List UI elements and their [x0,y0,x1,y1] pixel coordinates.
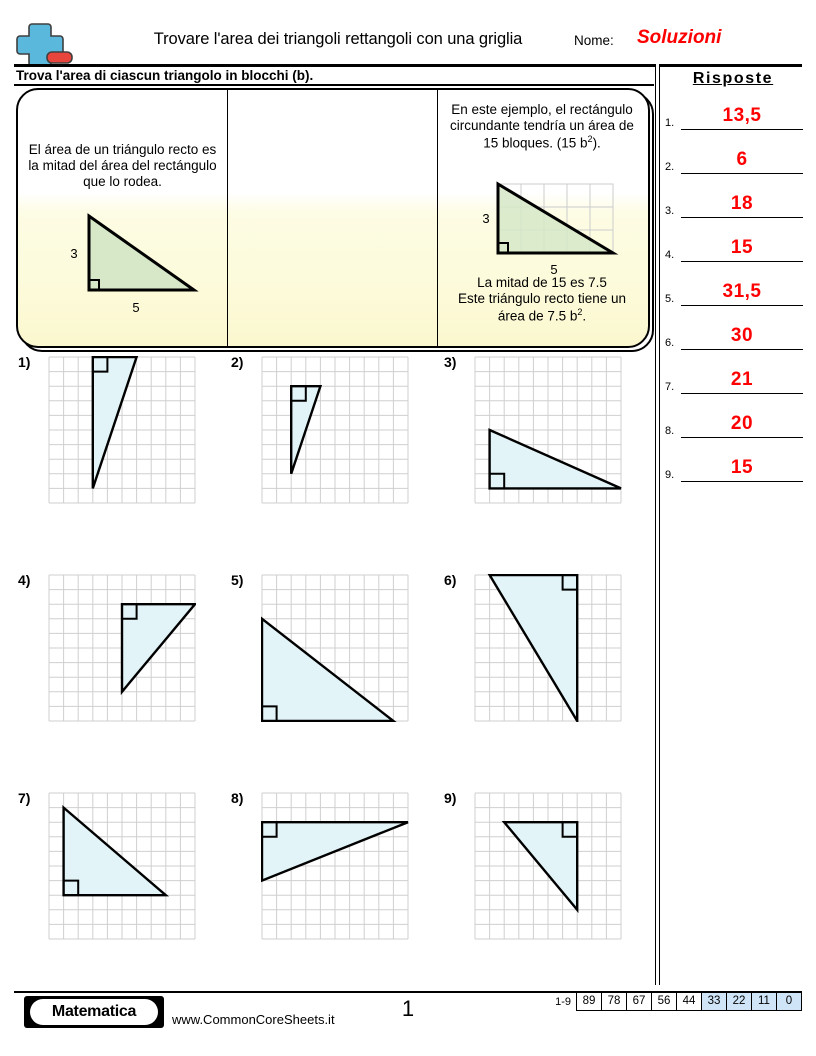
answer-row [663,132,803,176]
grading-scale-cell: 44 [677,993,702,1010]
example-panel-3-text-top-c: ). [592,135,601,151]
instruction-text: Trova l'area di ciascun triangolo in blocchi (b). [16,68,314,83]
site-url: www.CommonCoreSheets.it [172,1012,335,1027]
answer-value: 20 [730,413,754,434]
problem-triangle-figure [48,792,196,945]
answer-row [663,176,803,220]
answer-number: 9. [665,469,675,481]
page-header [14,22,802,66]
problem-cell[interactable] [440,788,653,1006]
example-panel-3-text-bot-b: Este triángulo recto tiene un [457,290,627,306]
problem-number: 1) [18,354,31,370]
problem-triangle-figure [474,792,622,945]
svg-text:3: 3 [70,246,78,261]
problem-number: 4) [18,572,31,588]
example-triangle-1 [64,208,214,323]
answer-value: 15 [730,237,754,258]
example-panel-3-text-bot-c: área de 7.5 b [497,308,578,324]
svg-text:5: 5 [132,300,140,315]
answers-panel [663,66,803,484]
answer-number: 4. [665,249,675,261]
answer-row [663,220,803,264]
problem-number: 3) [444,354,457,370]
problems-grid [14,352,654,1006]
answer-line [681,173,803,174]
answer-number: 3. [665,205,675,217]
example-panel-1-text: El área de un triángulo recto es la mitad del área del rectángulo que lo rodea. [28,142,217,189]
problem-triangle-figure [474,574,622,727]
problem-cell[interactable] [227,352,440,570]
example-triangle-3 [476,178,626,287]
problem-number: 7) [18,790,31,806]
grading-scale-cell: 33 [702,993,727,1010]
answer-line [681,305,803,306]
grading-scale-cell: 78 [602,993,627,1010]
problem-number: 6) [444,572,457,588]
answer-value: 21 [730,369,754,390]
page-title: Trovare l'area dei triangoli rettangoli con una griglia [153,30,523,48]
answer-line [681,217,803,218]
answer-value: 6 [736,149,748,170]
example-panel-3-text-top-a: En este ejemplo, el rectángulo circundante tendría un área de 15 [450,102,634,151]
answer-line [681,349,803,350]
grading-scale-cell: 22 [727,993,752,1010]
example-panel-3-text-bot-sup: 2 [577,306,583,317]
svg-text:3: 3 [482,211,490,226]
problem-number: 2) [231,354,244,370]
problem-cell[interactable] [14,788,227,1006]
answer-line [681,129,803,130]
answer-row [663,396,803,440]
answer-number: 7. [665,381,675,393]
grading-scale-cell: 0 [777,993,801,1010]
example-panel-3-text-bot-a: La mitad de 15 es 7.5 [477,275,607,290]
problem-cell[interactable] [14,570,227,788]
example-panel-1 [18,90,227,346]
answer-row [663,352,803,396]
answer-line [681,393,803,394]
example-panel-3-text-top [438,102,646,151]
answer-number: 8. [665,425,675,437]
answers-column-divider [655,64,660,985]
example-panel-3-text-bottom [438,275,646,324]
answer-number: 6. [665,337,675,349]
answer-value: 18 [730,193,754,214]
example-panel-3 [438,90,646,346]
problem-number: 5) [231,572,244,588]
problem-triangle-figure [261,792,409,945]
problems-row [14,570,654,788]
answer-number: 2. [665,161,675,173]
grading-scale-cell: 67 [627,993,652,1010]
problem-number: 8) [231,790,244,806]
answer-row [663,264,803,308]
problems-row [14,352,654,570]
page-number: 1 [401,996,415,1021]
grading-scale-cell: 11 [752,993,777,1010]
answer-line [681,437,803,438]
example-panel-3-text-bot-d: . [582,308,587,324]
example-box [16,88,652,350]
answer-number: 5. [665,293,675,305]
problems-row [14,788,654,1006]
grading-scale-cells [576,992,802,1011]
answer-value: 13,5 [722,105,762,126]
problem-triangle-figure [48,574,196,727]
problem-cell[interactable] [14,352,227,570]
answer-number: 1. [665,117,675,129]
answer-row [663,440,803,484]
grading-scale-cell: 56 [652,993,677,1010]
problem-triangle-figure [261,574,409,727]
answer-line [681,481,803,482]
answer-value: 31,5 [722,281,762,302]
subject-badge-label: Matematica [30,999,158,1025]
grading-scale [555,992,802,1011]
example-panel-3-text-top-sup: 2 [587,133,593,144]
answer-row [663,88,803,132]
answer-value: 30 [730,325,754,346]
name-label: Nome: [574,33,614,48]
problem-cell[interactable] [440,570,653,788]
answer-value: 15 [730,457,754,478]
answer-row [663,308,803,352]
answer-line [681,261,803,262]
example-panel-3-text-top-b: bloques. (15 b [501,135,588,151]
grading-scale-cell: 89 [577,993,602,1010]
problem-triangle-figure [261,356,409,509]
example-panel-2 [227,90,438,346]
problem-number: 9) [444,790,457,806]
problem-cell[interactable] [227,788,440,1006]
problem-cell[interactable] [440,352,653,570]
plus-minus-logo-icon [14,22,74,68]
instruction-divider [14,84,654,86]
grading-scale-label: 1-9 [555,995,571,1008]
problem-cell[interactable] [227,570,440,788]
problem-triangle-figure [48,356,196,509]
answers-title: Risposte [692,70,774,87]
svg-text:5: 5 [550,262,558,277]
problem-triangle-figure [474,356,622,509]
name-value: Soluzioni [637,27,722,48]
